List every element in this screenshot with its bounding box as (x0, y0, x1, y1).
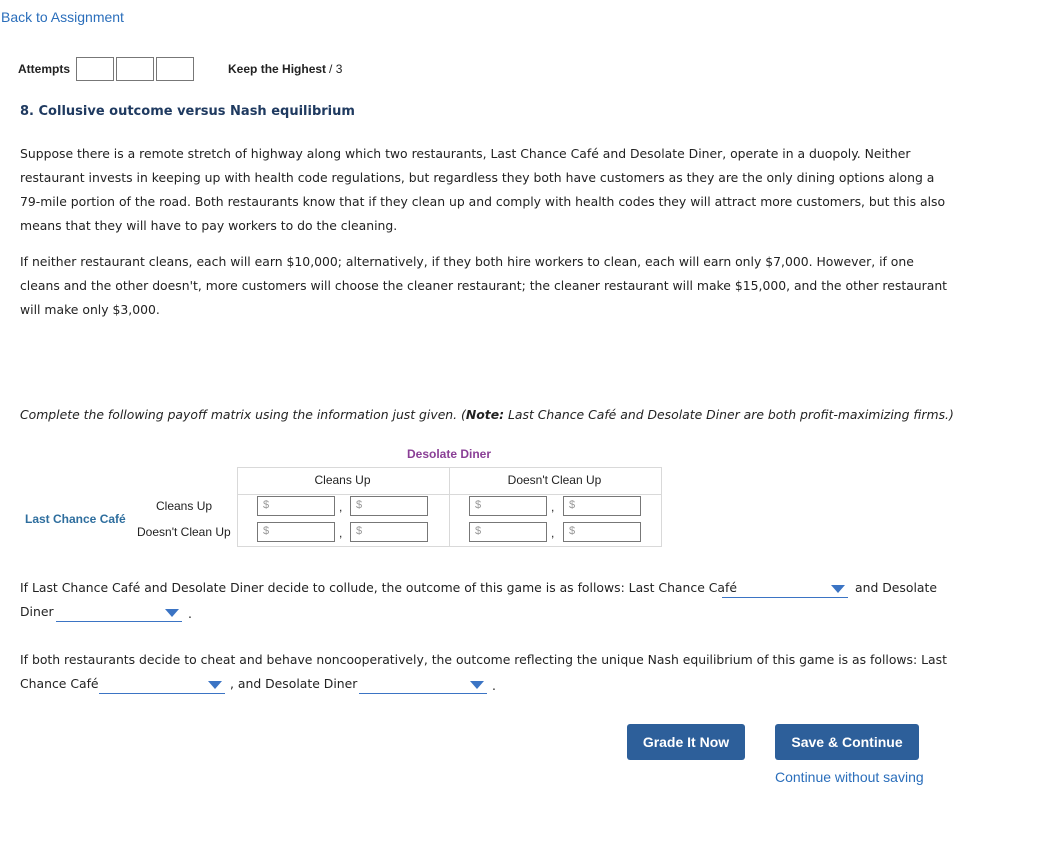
column-header-cleans-up: Cleans Up (314, 473, 371, 487)
nash-desolate-dropdown[interactable] (359, 678, 487, 694)
chevron-down-icon (165, 609, 179, 617)
row-header-cleans-up: Cleans Up (156, 499, 213, 513)
nash-text-period: . (492, 678, 496, 693)
attempts-max: / 3 (329, 61, 343, 76)
attempt-box (116, 57, 154, 81)
payoff-input-r1c1-lastchance[interactable]: $ (257, 496, 335, 516)
nash-lastchance-dropdown[interactable] (99, 678, 225, 694)
question-paragraph-1: Suppose there is a remote stretch of highway along which two restaurants, Last Chance Café and Desolate Diner, operate in a duopoly. Neither restaurant invests in keeping up with health code regulations, but regardless they both have customers as they are the only dining options along a 79-mile portion of the road. Both restaurants know that if they clean up and comply with health codes they will attract more customers, but this also means that they will have to pay workers to do the cleaning. (20, 146, 946, 233)
payoff-input-r2c2-lastchance[interactable]: $ (469, 522, 547, 542)
row-header-doesnt-clean-up: Doesn't Clean Up (137, 525, 231, 539)
payoff-separator: , (551, 526, 555, 540)
payoff-separator: , (551, 500, 555, 514)
payoff-input-r2c1-lastchance[interactable]: $ (257, 522, 335, 542)
chevron-down-icon (208, 681, 222, 689)
column-header-doesnt-clean-up: Doesn't Clean Up (507, 473, 602, 487)
nash-text-line1: If both restaurants decide to cheat and behave noncooperatively, the outcome reflecting the unique Nash equilibrium of this game is as follows: Last (20, 652, 947, 667)
question-paragraph-2: If neither restaurant cleans, each will earn $10,000; alternatively, if they both hire workers to clean, each will earn only $7,000. However, if one cleans and the other doesn't, more customers will choose the cleaner restaurant; the cleaner restaurant will make $15,000, and the other restaurant will make only $3,000. (20, 254, 948, 317)
payoff-separator: , (339, 526, 343, 540)
question-title: 8. Collusive outcome versus Nash equilibrium (20, 104, 355, 119)
collude-text-diner: Diner (20, 604, 54, 619)
instruction-text: Complete the following payoff matrix using the information just given. (Note: Last Chance Café and Desolate Diner are both profit-maximizing firms.) (20, 407, 954, 422)
payoff-input-r2c1-desolate[interactable]: $ (350, 522, 428, 542)
back-to-assignment-link[interactable]: Back to Assignment (1, 9, 124, 25)
payoff-input-r1c2-lastchance[interactable]: $ (469, 496, 547, 516)
attempts-row (18, 55, 342, 82)
collude-text-line1: If Last Chance Café and Desolate Diner decide to collude, the outcome of this game is as follows: Last Chance Café (20, 580, 737, 595)
collude-lastchance-dropdown[interactable] (722, 582, 848, 598)
collude-text-and-desolate: and Desolate (855, 580, 937, 595)
collude-desolate-dropdown[interactable] (56, 606, 182, 622)
payoff-input-r1c2-desolate[interactable]: $ (563, 496, 641, 516)
row-player-label: Last Chance Café (25, 512, 126, 526)
chevron-down-icon (831, 585, 845, 593)
payoff-input-r2c2-desolate[interactable]: $ (563, 522, 641, 542)
attempts-label: Attempts (18, 61, 71, 76)
payoff-separator: , (339, 500, 343, 514)
chevron-down-icon (470, 681, 484, 689)
grade-it-now-button[interactable]: Grade It Now (627, 724, 745, 760)
attempt-box (76, 57, 114, 81)
keep-highest-label: Keep the Highest (228, 61, 327, 76)
attempt-box (156, 57, 194, 81)
save-and-continue-button[interactable]: Save & Continue (775, 724, 919, 760)
nash-text-and-desolate: , and Desolate Diner (230, 676, 358, 691)
payoff-input-r1c1-desolate[interactable]: $ (350, 496, 428, 516)
continue-without-saving-link[interactable]: Continue without saving (775, 769, 924, 785)
column-player-label: Desolate Diner (407, 447, 492, 461)
collude-text-period: . (188, 606, 192, 621)
note-label: Note: (465, 407, 505, 422)
nash-text-chance-cafe: Chance Café (20, 676, 99, 691)
